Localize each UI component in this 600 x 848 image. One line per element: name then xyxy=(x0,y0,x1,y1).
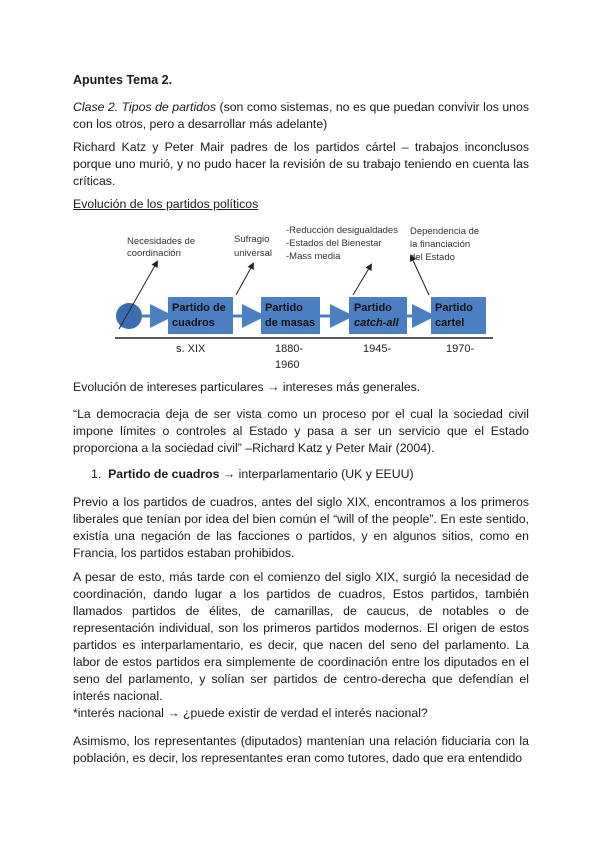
year-1945: 1945- xyxy=(363,343,392,355)
box-catch-line1: Partido xyxy=(354,302,392,314)
previo-paragraph: Previo a los partidos de cuadros, antes del siglo XIX, encontramos a los primeros liberales que tenían por idea del bien común el “will of the people”. En este sentido, existía una negación de las facciones o partidos, y en algunos sitios, como en Francia, los partidos estaban prohibidos. xyxy=(73,495,529,560)
interes-paragraph: *interés nacional → ¿puede existir de verdad el interés nacional? xyxy=(73,706,428,720)
label-reduccion-3: -Mass media xyxy=(286,251,341,262)
box-cuadros-line1: Partido de xyxy=(172,302,226,314)
list-item-number: 1. xyxy=(91,467,102,481)
label-dependencia-2: la financiación xyxy=(410,239,471,250)
list-item-rest: → interparlamentario (UK y EEUU) xyxy=(219,467,414,481)
list-item-bold: Partido de cuadros xyxy=(108,467,220,481)
party-evolution-diagram xyxy=(73,222,529,374)
intro-italic: Clase 2. Tipos de partidos xyxy=(73,100,216,114)
intro-paragraph xyxy=(73,99,529,133)
quote-paragraph: “La democracia deja de ser vista como un proceso por el cual la sociedad civil impone límites o controles al Estado y pasa a ser un servicio que el Estado proporciona a la sociedad civil” –Richard Katz y Peter Mair (2004). xyxy=(73,407,529,455)
box-cuadros-line2: cuadros xyxy=(172,317,215,329)
year-1880: 1880- xyxy=(275,343,304,355)
evolucion-paragraph: Evolución de intereses particulares → intereses más generales. xyxy=(73,380,421,394)
year-1960: 1960 xyxy=(275,359,300,371)
section-title: Evolución de los partidos políticos xyxy=(73,197,259,211)
label-necesidades-1: Necesidades de xyxy=(127,236,196,247)
box-cartel-line1: Partido xyxy=(435,302,473,314)
pesar-paragraph: A pesar de esto, más tarde con el comienzo del siglo XIX, surgió la necesidad de coordinación, dando lugar a los partidos de cuadros, Estos partidos, también llamados partidos de élites, de camarillas, de caucus, de notables o de representación individual, son los primeros partidos modernos. El origen de estos partidos es interparlamentario, es decir, que nacen del seno del parlamento. La labor de estos partidos era simplemente de coordinación entre los diputados en el seno del parlamento, y solían ser partidos de centro-derecha que defendían el interés nacional. xyxy=(73,570,529,703)
label-necesidades-2: coordinación xyxy=(127,248,181,259)
label-sufragio-2: universal xyxy=(234,248,273,259)
label-sufragio-1: Sufragio xyxy=(234,234,270,245)
intro-rest: (son como sistemas, no es que puedan convivir los unos con los otros, pero a desarrollar más adelante) xyxy=(73,100,529,131)
arrow-reduccion xyxy=(353,265,371,295)
year-1970: 1970- xyxy=(446,343,475,355)
box-cartel-line2: cartel xyxy=(435,317,465,329)
box-masas-line2: de masas xyxy=(265,317,316,329)
label-dependencia-3: del Estado xyxy=(410,252,455,263)
origin-ellipse xyxy=(116,303,142,329)
box-masas-line1: Partido xyxy=(265,302,303,314)
label-reduccion-1: -Reducción desigualdades xyxy=(286,225,398,236)
katz-paragraph: Richard Katz y Peter Mair padres de los partidos cártel – trabajos inconclusos porque uno murió, y no pudo hacer la revisión de su trabajo teniendo en cuenta las críticas. xyxy=(73,140,529,188)
label-dependencia-1: Dependencia de xyxy=(410,226,480,237)
document-heading: Apuntes Tema 2. xyxy=(73,73,173,87)
list-item-partido-cuadros xyxy=(91,466,529,483)
arrow-sufragio xyxy=(236,264,253,295)
box-catch-line2: catch-all xyxy=(354,317,399,329)
year-s-xix: s. XIX xyxy=(176,343,206,355)
asimismo-paragraph: Asimismo, los representantes (diputados) mantenían una relación fiduciaria con la población, es decir, los representantes eran como tutores, dado que era entendido xyxy=(73,734,529,765)
label-reduccion-2: -Estados del Bienestar xyxy=(286,238,382,249)
